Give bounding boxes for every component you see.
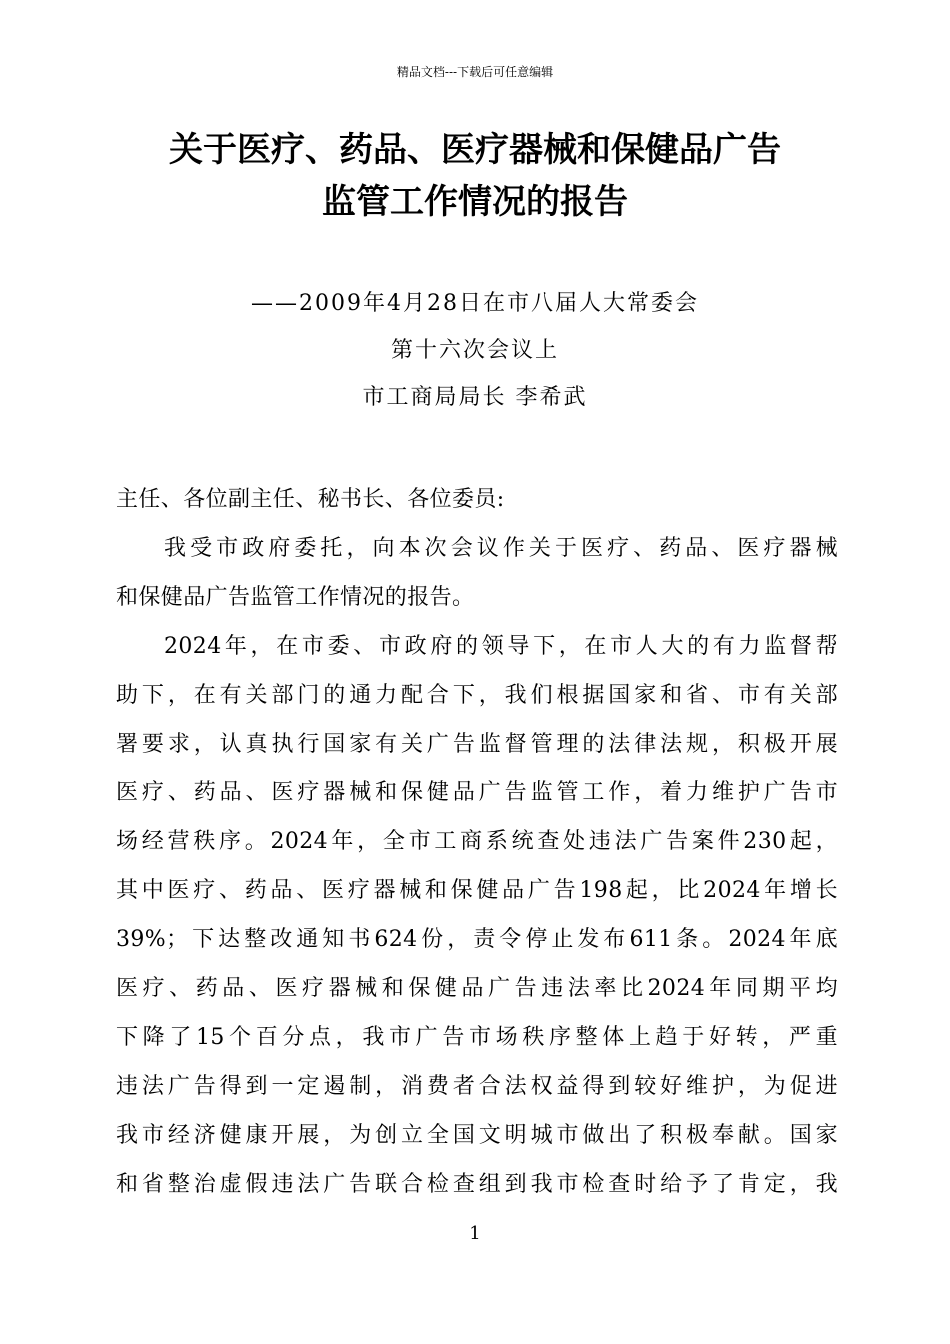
salutation: 主任、各位副主任、秘书长、各位委员: — [116, 487, 505, 512]
document-subtitle — [0, 280, 950, 421]
paragraph-2-line: 医疗、药品、医疗器械和保健品广告违法率比2024年同期平均 — [116, 976, 838, 1002]
document-title — [0, 124, 950, 228]
paragraph-2-line: 2024年，在市委、市政府的领导下，在市人大的有力监督帮 — [164, 633, 838, 659]
title-line-2: 监管工作情况的报告 — [322, 182, 628, 222]
paragraph-2-line: 其中医疗、药品、医疗器械和保健品广告198起，比2024年增长 — [116, 878, 838, 904]
paragraph-2-line: 场经营秩序。2024年，全市工商系统查处违法广告案件230起， — [116, 829, 838, 855]
paragraph-2-line: 和省整治虚假违法广告联合检查组到我市检查时给予了肯定，我 — [116, 1171, 838, 1197]
title-line-1: 关于医疗、药品、医疗器械和保健品广告 — [169, 130, 781, 170]
paragraph-2-line: 下降了15个百分点，我市广告市场秩序整体上趋于好转，严重 — [116, 1024, 838, 1050]
subtitle-line-1: ——2009年4月28日在市八届人大常委会 — [251, 291, 699, 316]
paragraph-2-line: 医疗、药品、医疗器械和保健品广告监管工作，着力维护广告市 — [116, 780, 838, 806]
document-body — [116, 476, 838, 1210]
paragraph-2-line: 39%；下达整改通知书624份，责令停止发布611条。2024年底 — [116, 927, 838, 953]
page-number: 1 — [469, 1223, 481, 1244]
subtitle-line-3: 市工商局局长 李希武 — [362, 385, 588, 410]
paragraph-2-line: 我市经济健康开展，为创立全国文明城市做出了积极奉献。国家 — [116, 1122, 838, 1148]
paragraph-1-line: 我受市政府委托，向本次会议作关于医疗、药品、医疗器械 — [164, 535, 838, 561]
header-note: 精品文档---下载后可任意编辑 — [396, 65, 554, 79]
paragraph-2-line: 违法广告得到一定遏制，消费者合法权益得到较好维护，为促进 — [116, 1073, 838, 1099]
paragraph-2-line: 助下，在有关部门的通力配合下，我们根据国家和省、市有关部 — [116, 682, 838, 708]
subtitle-line-2: 第十六次会议上 — [390, 338, 559, 363]
paragraph-1-line: 和保健品广告监管工作情况的报告。 — [116, 584, 475, 610]
paragraph-2-line: 署要求，认真执行国家有关广告监督管理的法律法规，积极开展 — [116, 731, 838, 757]
